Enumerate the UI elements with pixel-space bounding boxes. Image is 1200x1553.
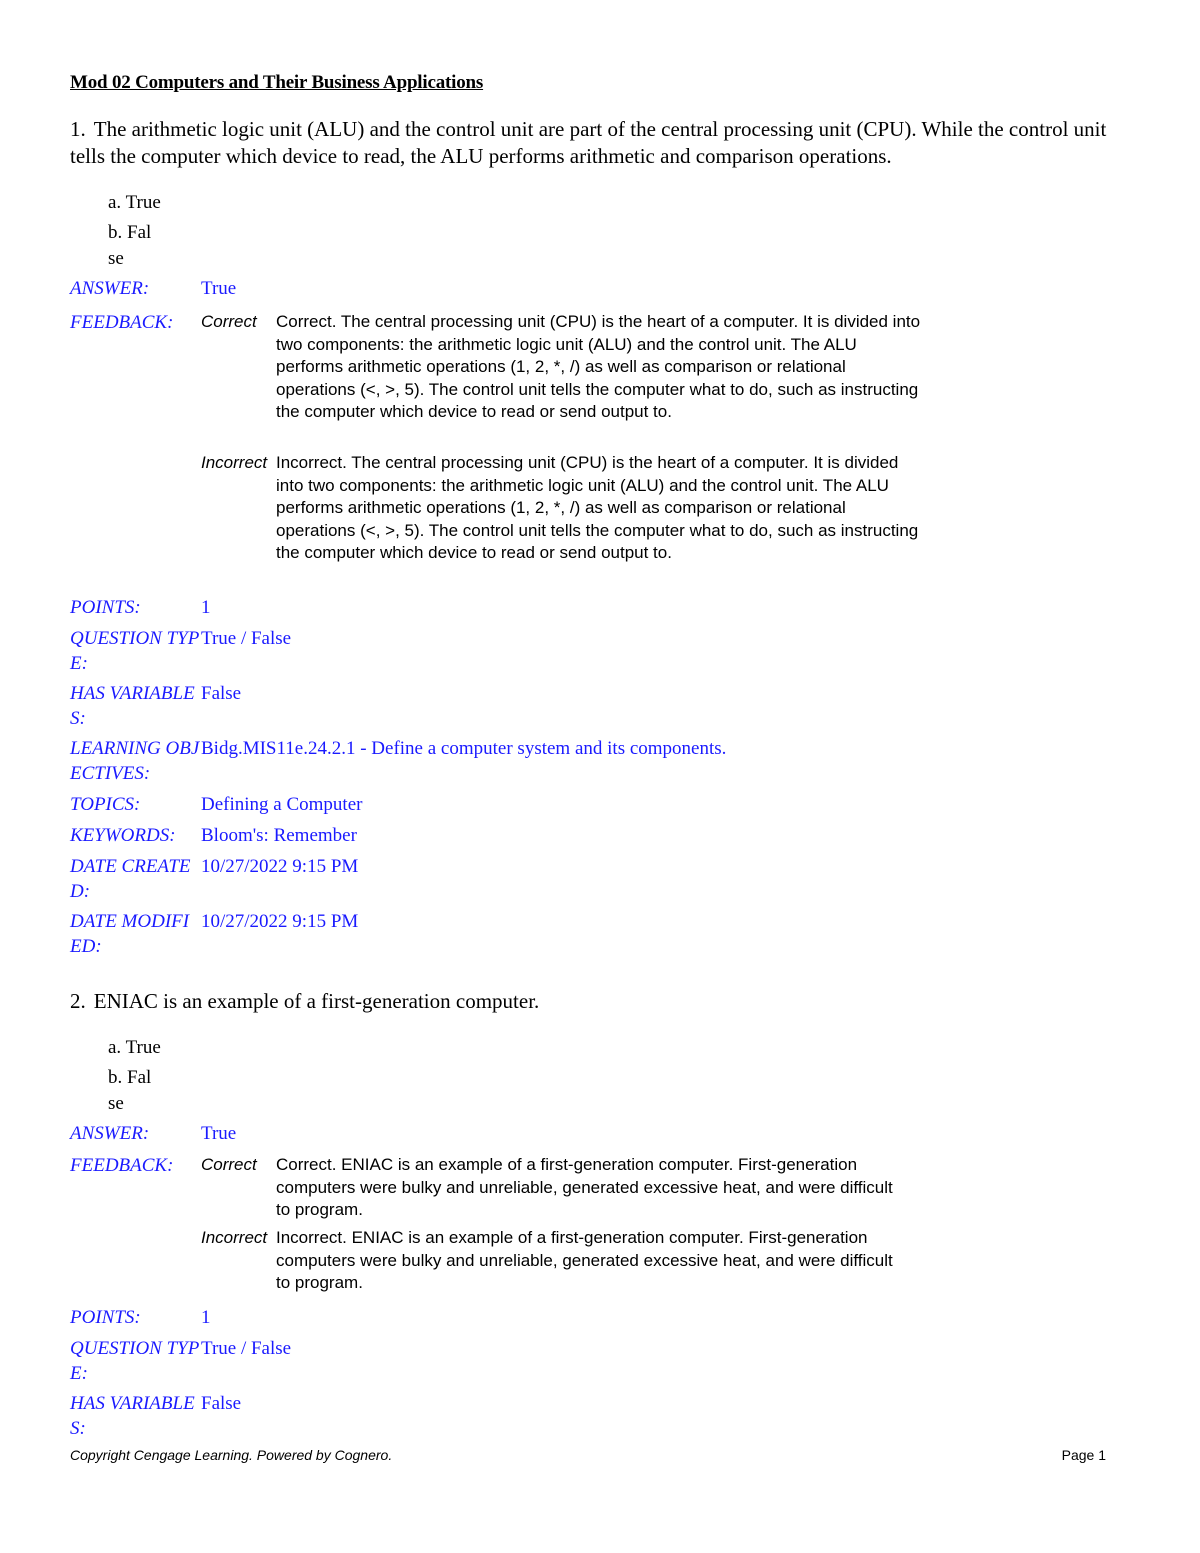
question-type-label: QUESTION TYPE:: [70, 1338, 200, 1384]
feedback-correct-text: Correct. The central processing unit (CPU) is the heart of a computer. It is divided into two components: the arithmetic logic unit (ALU) and the control unit. The ALU performs arithmetic operations (1, 2, *, /) as well as comparison or relational operations (<, >, 5). The control unit tells the computer what to do, such as instructing the computer which device to read or send output to.: [276, 312, 921, 421]
feedback-label: FEEDBACK:: [70, 312, 174, 333]
learning-objectives-label: LEARNING OBJECTIVES:: [70, 738, 200, 784]
answer-value: True: [201, 1123, 237, 1144]
date-modified-value: 10/27/2022 9:15 PM: [201, 911, 359, 932]
date-modified-label: DATE MODIFIED:: [70, 911, 190, 957]
date-created-value: 10/27/2022 9:15 PM: [201, 856, 359, 877]
feedback-incorrect-text: Incorrect. The central processing unit (CPU) is the heart of a computer. It is divided into two components: the arithmetic logic unit (ALU) and the control unit. The ALU performs arithmetic operations (1, 2, *, /) as well as comparison or relational operations (<, >, 5). The control unit tells the computer what to do, such as instructing the computer which device to read or send output to.: [276, 453, 919, 562]
question-number: 1.: [70, 117, 86, 141]
points-label: POINTS:: [70, 597, 141, 618]
date-created-label: DATE CREATED:: [70, 856, 191, 902]
question-text: [70, 988, 1140, 1015]
option-b: b. False: [108, 1067, 152, 1114]
has-variables-label: HAS VARIABLES:: [70, 683, 195, 729]
answer-value: True: [201, 278, 237, 299]
footer-page-number: Page 1: [1061, 1447, 1106, 1463]
has-variables-value: False: [201, 1393, 242, 1414]
question-stem: ENIAC is an example of a first-generation computer.: [93, 989, 540, 1013]
question-number: 2.: [70, 989, 86, 1013]
points-label: POINTS:: [70, 1307, 141, 1328]
question-type-label: QUESTION TYPE:: [70, 628, 200, 674]
document-title: Mod 02 Computers and Their Business Applications: [70, 72, 484, 93]
feedback-incorrect-text: Incorrect. ENIAC is an example of a first-generation computer. First-generation computers were bulky and unreliable, generated excessive heat, and were difficult to program.: [276, 1228, 893, 1292]
points-value: 1: [201, 597, 211, 618]
option-a: a. True: [108, 1037, 161, 1058]
keywords-value: Bloom's: Remember: [201, 825, 357, 846]
footer-copyright: Copyright Cengage Learning. Powered by Cognero.: [70, 1447, 393, 1463]
question-text: [70, 116, 1140, 170]
feedback-correct-tag: Correct: [201, 312, 257, 331]
question-2: [70, 988, 1140, 1438]
feedback-correct-text: Correct. ENIAC is an example of a first-generation computer. First-generation computers were bulky and unreliable, generated excessive heat, and were difficult to program.: [276, 1155, 893, 1219]
option-b: b. False: [108, 222, 152, 269]
feedback-row: [70, 1153, 970, 1293]
feedback-row: [70, 310, 970, 590]
points-value: 1: [201, 1307, 211, 1328]
keywords-label: KEYWORDS:: [70, 825, 176, 846]
answer-label: ANSWER:: [70, 1123, 150, 1144]
answer-label: ANSWER:: [70, 278, 150, 299]
has-variables-value: False: [201, 683, 242, 704]
topics-label: TOPICS:: [70, 794, 141, 815]
option-a: a. True: [108, 192, 161, 213]
feedback-incorrect-tag: Incorrect: [201, 453, 268, 472]
question-type-value: True / False: [201, 1338, 292, 1359]
topics-value: Defining a Computer: [201, 794, 363, 815]
feedback-correct-tag: Correct: [201, 1155, 257, 1174]
feedback-label: FEEDBACK:: [70, 1155, 174, 1176]
question-stem: The arithmetic logic unit (ALU) and the control unit are part of the central processing unit (CPU). While the control unit tells the computer which device to read, the ALU performs arithmetic and comparison operations.: [70, 117, 1107, 168]
question-type-value: True / False: [201, 628, 292, 649]
has-variables-label: HAS VARIABLES:: [70, 1393, 195, 1439]
feedback-incorrect-tag: Incorrect: [201, 1228, 268, 1247]
question-1: [70, 116, 1140, 966]
learning-objectives-value: Bidg.MIS11e.24.2.1 - Define a computer system and its components.: [201, 738, 727, 759]
